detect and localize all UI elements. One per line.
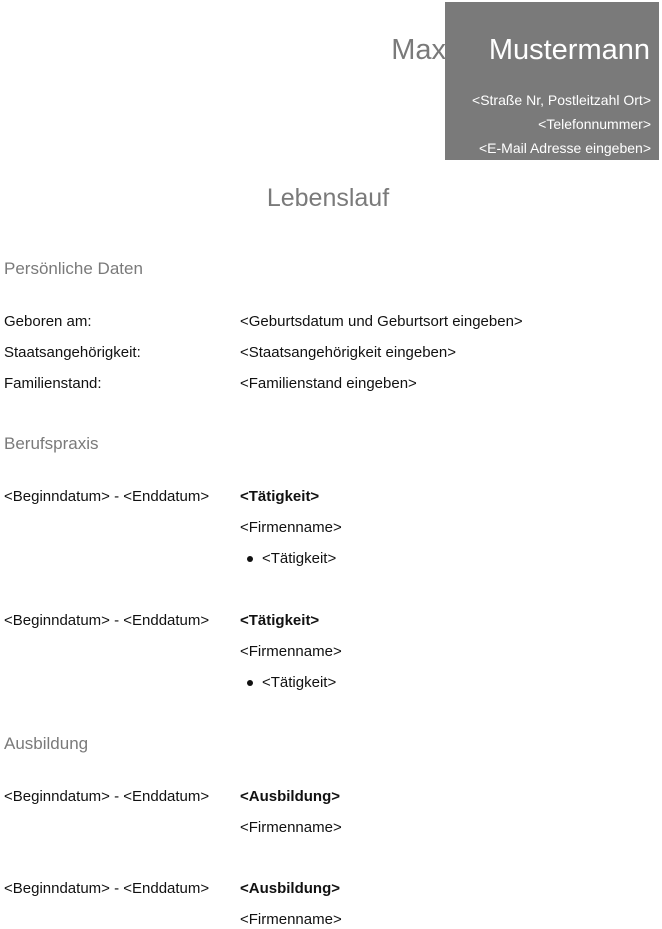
section-heading-education: Ausbildung <box>4 734 89 753</box>
value-marital-status: <Familienstand eingeben> <box>240 375 417 392</box>
last-name: Mustermann <box>488 34 650 66</box>
first-name: Max <box>391 34 446 66</box>
section-heading-personal: Persönliche Daten <box>4 259 143 278</box>
education-period: <Beginndatum> - <Enddatum> <box>4 880 210 897</box>
education-title: <Ausbildung> <box>240 788 341 805</box>
value-nationality: <Staatsangehörigkeit eingeben> <box>240 344 457 361</box>
header-contact-box <box>445 2 659 160</box>
education-company: <Firmenname> <box>240 911 342 928</box>
label-marital-status: Familienstand: <box>4 375 102 392</box>
experience-company: <Firmenname> <box>240 643 342 660</box>
phone-line: <Telefonnummer> <box>538 116 651 132</box>
address-line: <Straße Nr, Postleitzahl Ort> <box>472 92 651 108</box>
experience-period: <Beginndatum> - <Enddatum> <box>4 612 210 629</box>
label-birth: Geboren am: <box>4 313 92 330</box>
experience-title: <Tätigkeit> <box>240 612 320 629</box>
bullet-dot-icon <box>247 556 253 562</box>
page-title: Lebenslauf <box>266 184 390 212</box>
experience-bullet: <Tätigkeit> <box>262 550 337 567</box>
education-period: <Beginndatum> - <Enddatum> <box>4 788 210 805</box>
experience-period: <Beginndatum> - <Enddatum> <box>4 488 210 505</box>
label-nationality: Staatsangehörigkeit: <box>4 344 141 361</box>
experience-bullet: <Tätigkeit> <box>262 674 337 691</box>
education-title: <Ausbildung> <box>240 880 341 897</box>
experience-title: <Tätigkeit> <box>240 488 320 505</box>
bullet-dot-icon <box>247 680 253 686</box>
education-company: <Firmenname> <box>240 819 342 836</box>
email-line: <E-Mail Adresse eingeben> <box>479 140 651 156</box>
experience-company: <Firmenname> <box>240 519 342 536</box>
section-heading-experience: Berufspraxis <box>4 434 99 453</box>
value-birth: <Geburtsdatum und Geburtsort eingeben> <box>240 313 523 330</box>
